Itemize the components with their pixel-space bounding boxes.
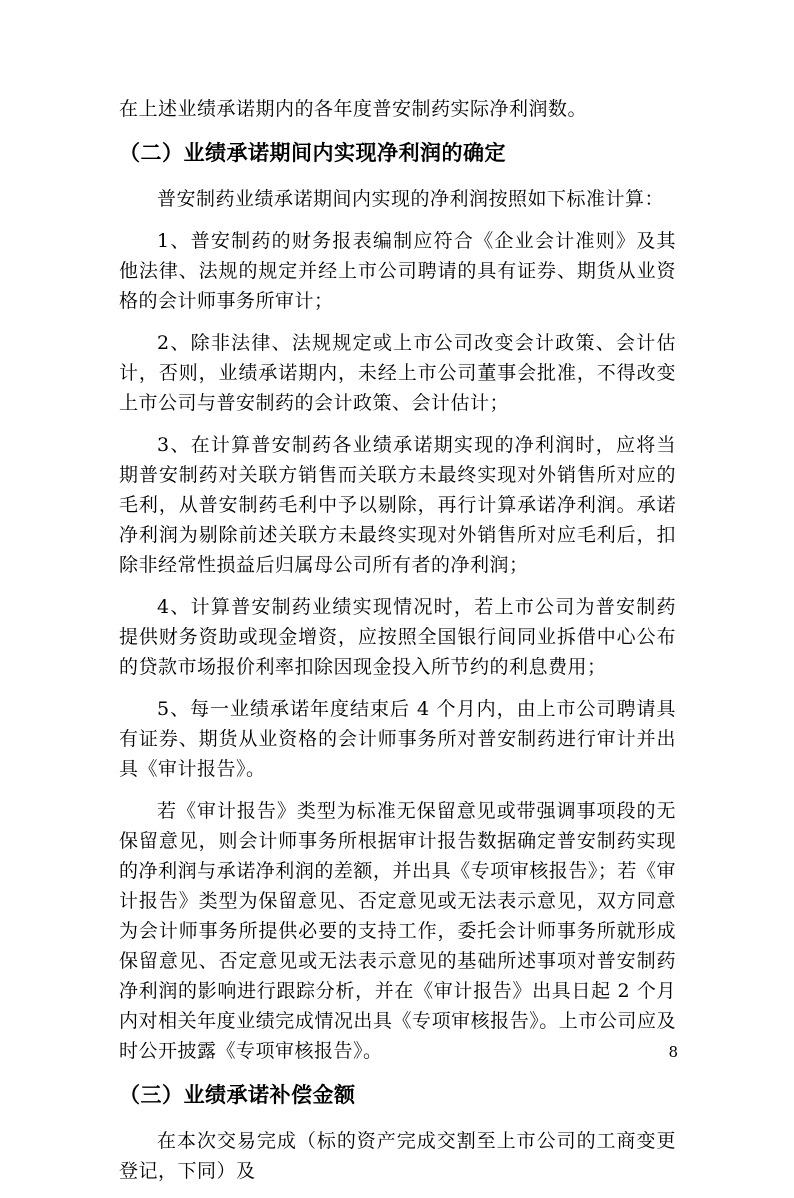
continuation-paragraph: 在上述业绩承诺期内的各年度普安制药实际净利润数。 (119, 98, 588, 120)
section-2-paragraph-2: 2、除非法律、法规规定或上市公司改变会计政策、会计估计，否则，业绩承诺期内，未经上市公司董事会批准，不得改变上市公司与普安制药的会计政策、会计估计； (119, 332, 676, 414)
document-content (119, 94, 676, 1198)
section-2-paragraph-4: 4、计算普安制药业绩实现情况时，若上市公司为普安制药提供财务资助或现金增资，应按照全国银行间同业拆借中心公布的贷款市场报价利率扣除因现金投入所节约的利息费用； (119, 596, 676, 678)
section-2-paragraph-5: 5、每一业绩承诺年度结束后 4 个月内，由上市公司聘请具有证券、期货从业资格的会计师事务所对普安制药进行审计并出具《审计报告》。 (119, 698, 676, 780)
section-3-paragraph-1: 在本次交易完成（标的资产完成交割至上市公司的工商变更登记，下同）及 (119, 1130, 676, 1182)
section-3-heading: （三）业绩承诺补偿金额 (119, 1083, 356, 1107)
section-2-paragraph-3: 3、在计算普安制药各业绩承诺期实现的净利润时，应将当期普安制药对关联方销售而关联方未最终实现对外销售所对应的毛利，从普安制药毛利中予以剔除，再行计算承诺净利润。承诺净利润为剔除前述关联方未最终实现对外销售所对应毛利后，扣除非经常性损益后归属母公司所有者的净利润； (119, 434, 676, 576)
section-2-paragraph-6: 若《审计报告》类型为标准无保留意见或带强调事项段的无保留意见，则会计师事务所根据审计报告数据确定普安制药实现的净利润与承诺净利润的差额，并出具《专项审核报告》；若《审计报告》类型为保留意见、否定意见或无法表示意见，双方同意为会计师事务所提供必要的支持工作，委托会计师事务所就形成保留意见、否定意见或无法表示意见的基础所述事项对普安制药净利润的影响进行跟踪分析，并在《审计报告》出具日起 2 个月内对相关年度业绩完成情况出具《专项审核报告》。上市公司应及时公开披露《专项审核报告》。 (119, 800, 676, 1062)
section-2-heading: （二）业绩承诺期间内实现净利润的确定 (119, 141, 506, 165)
section-2-paragraph-1: 1、普安制药的财务报表编制应符合《企业会计准则》及其他法律、法规的规定并经上市公司聘请的具有证券、期货从业资格的会计师事务所审计； (119, 230, 676, 312)
section-2-intro-paragraph: 普安制药业绩承诺期间内实现的净利润按照如下标准计算： (157, 188, 665, 210)
page-number: 8 (668, 1043, 678, 1061)
